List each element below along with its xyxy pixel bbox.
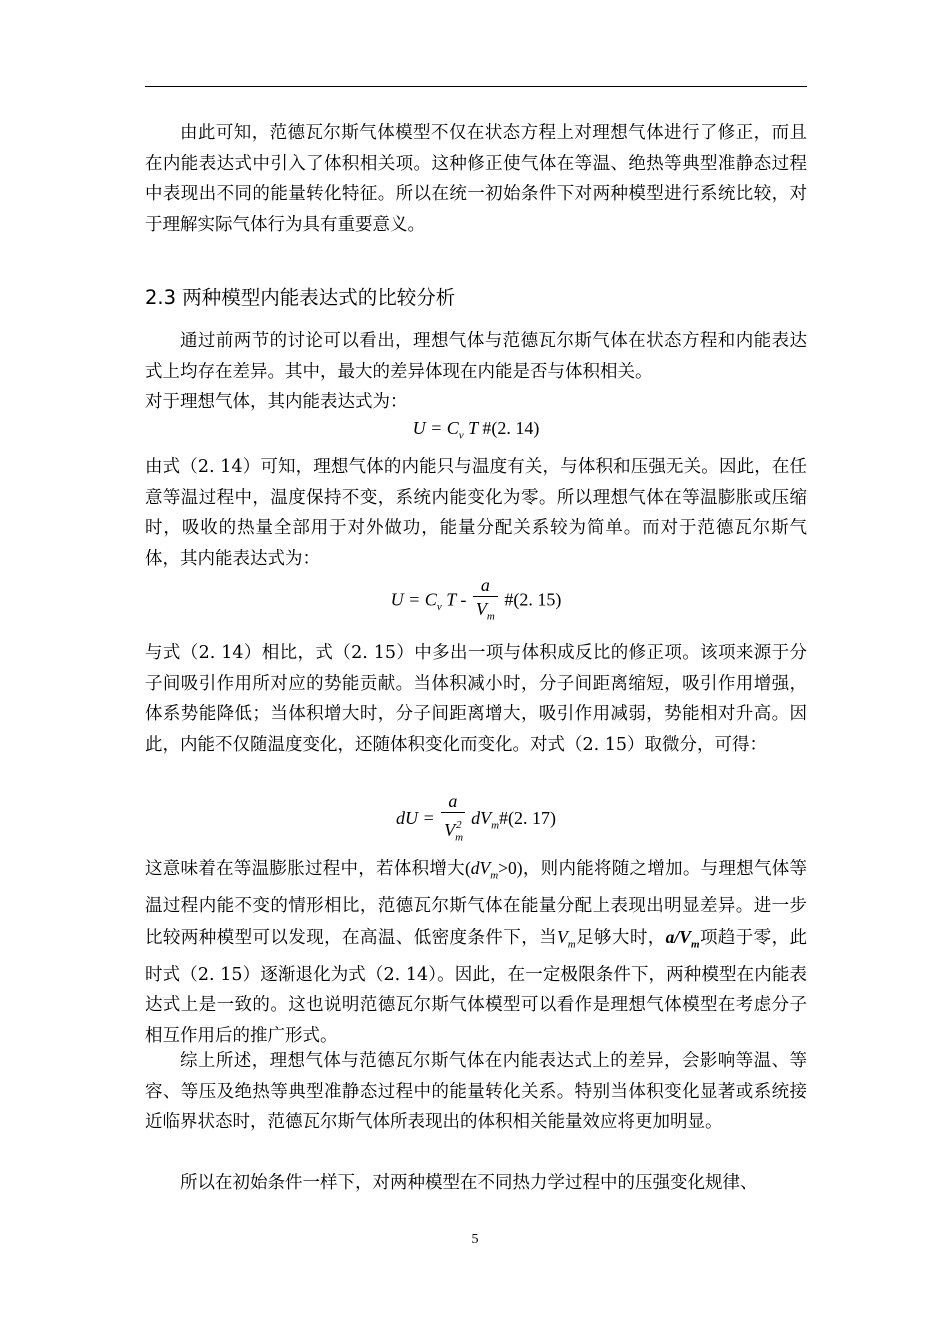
paragraph-summary: 综上所述，理想气体与范德瓦尔斯气体在内能表达式上的差异，会影响等温、等容、等压及绝热等典型准静态过程中的能量转化关系。特别当体积变化显著或系统接近临界状态时，范德瓦尔斯气体所表现出的体积相关能量效应将更加明显。	[145, 1051, 807, 1132]
inline-math-a-over-vm: $a/V_m$	[665, 926, 700, 950]
equation-tag: #(2. 15)	[504, 589, 562, 610]
equation-tag: #(2. 14)	[482, 418, 540, 438]
equation-2-14: $U = C_v$ T #(2. 14)	[412, 418, 540, 442]
paragraph-intro: 由此可知，范德瓦尔斯气体模型不仅在状态方程上对理想气体进行了修正，而且在内能表达式中引入了体积相关项。这种修正使气体在等温、绝热等典型准静态过程中表现出不同的能量转化特征。所以在统一初始条件下对两种模型进行系统比较，对于理解实际气体行为具有重要意义。	[145, 123, 807, 235]
paragraph-ideal-analysis: 由式（2. 14）可知，理想气体的内能只与温度有关，与体积和压强无关。因此，在任意等温过程中，温度保持不变，系统内能变化为零。所以理想气体在等温膨胀或压缩时，吸收的热量全部用于对外做功，能量分配关系较为简单。而对于范德瓦尔斯气体，其内能表达式为：	[145, 457, 807, 569]
equation-2-17: dU = $\frac{a}{V_m^2}$ $dV_m\#(2$. 17)	[145, 790, 807, 850]
equation-2-15: $U = C_v$ T - $\frac{a}{V_m}$ #(2. 15)	[145, 574, 807, 629]
fraction-a-over-vm-squared: $\frac{a}{V_m^2}$	[441, 790, 464, 850]
paragraph-isothermal: 这意味着在等温膨胀过程中，若体积增大$(dV_m>0)$，则内能将随之增加。与理想气体等温过程内能不变的情形相比，范德瓦尔斯气体在能量分配上表现出明显差异。进一步比较两种模型可以发现，在高温、低密度条件下，当$V_m$足够大时，$a/V_m$项趋于零，此时式（2. 15）逐渐退化为式（2. 14）。因此，在一定极限条件下，两种模型在内能表达式上是一致的。这也说明范德瓦尔斯气体模型可以看作是理想气体模型在考虑分子相互作用后的推广形式。	[145, 858, 808, 1046]
inline-math-vm: $V_m$	[557, 926, 576, 950]
inline-math-dvm-positive: $(dV_m>0)$	[464, 858, 523, 882]
paragraph-continuation: 所以在初始条件一样下，对两种模型在不同热力学过程中的压强变化规律、	[180, 1173, 758, 1193]
header-rule	[145, 86, 807, 87]
paragraph-ideal-intro: 对于理想气体，其内能表达式为：	[145, 392, 408, 412]
section-heading: 2.3 两种模型内能表达式的比较分析	[145, 286, 456, 309]
equation-tag: #(2. 17)	[499, 807, 557, 828]
paragraph-comparison: 通过前两节的讨论可以看出，理想气体与范德瓦尔斯气体在状态方程和内能表达式上均存在差异。其中，最大的差异体现在内能是否与体积相关。	[145, 331, 807, 382]
fraction-a-over-vm: $\frac{a}{V_m}$	[473, 574, 498, 629]
page-number: 5	[471, 1232, 479, 1247]
paragraph-vdw-analysis: 与式（2. 14）相比，式（2. 15）中多出一项与体积成反比的修正项。该项来源于分子间吸引作用所对应的势能贡献。当体积减小时，分子间距离缩短，吸引作用增强，体系势能降低；当体积增大时，分子间距离增大，吸引作用减弱，势能相对升高。因此，内能不仅随温度变化，还随体积变化而变化。对式（2. 15）取微分，可得：	[145, 643, 807, 755]
